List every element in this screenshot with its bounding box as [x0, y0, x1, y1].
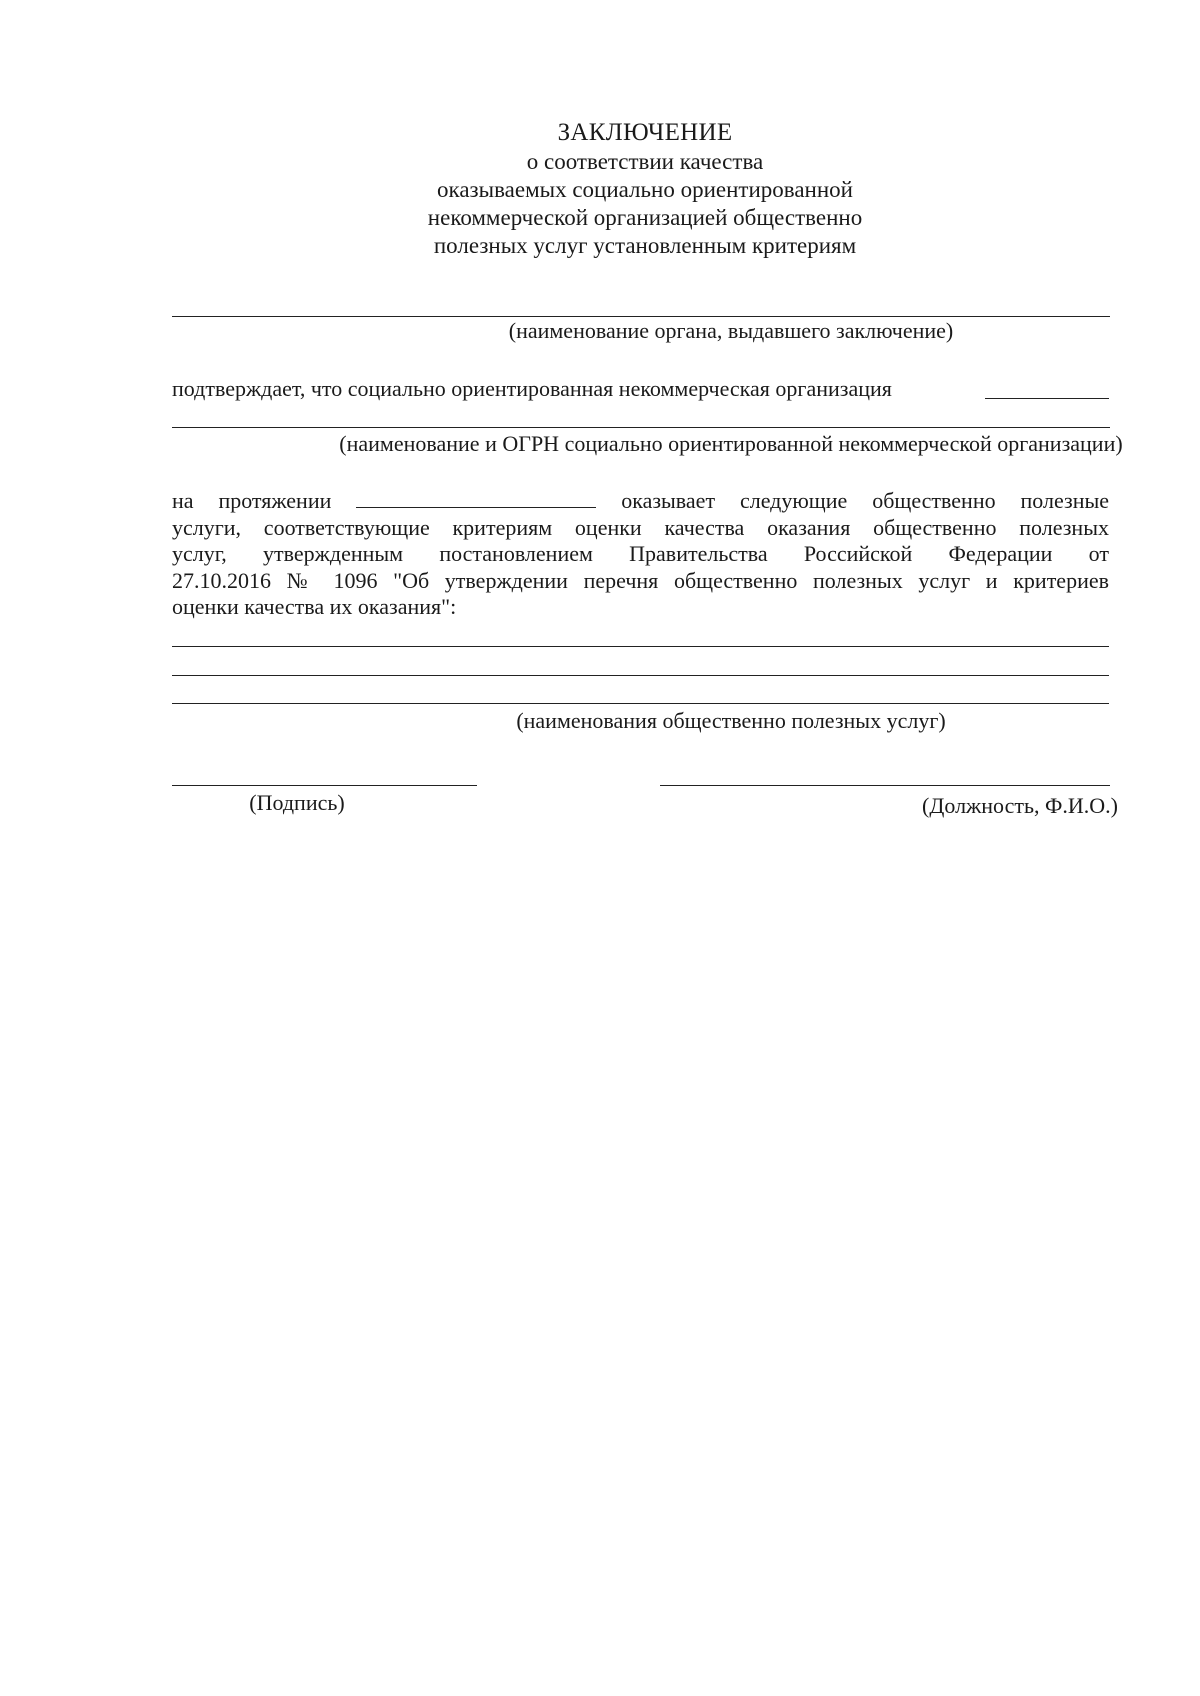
document-subtitle-line-3: некоммерческой организацией общественно	[427, 205, 863, 230]
period-label: на протяжении	[172, 488, 332, 513]
paragraph-line-3: услуг, утвержденным постановлением Правительства Российской Федерации от	[172, 541, 1109, 566]
paragraph-line-4: 27.10.2016 № 1096 "Об утверждении перечня общественно полезных услуг и критериев	[172, 567, 1109, 593]
paragraph-line-1	[172, 488, 1109, 515]
issuer-name-line[interactable]	[172, 316, 1110, 317]
document-subtitle-line-1: о соответствии качества	[526, 149, 764, 174]
document-header	[0, 118, 1200, 260]
services-paragraph	[172, 488, 1109, 621]
organization-inline-line[interactable]	[985, 398, 1109, 399]
position-name-line[interactable]	[660, 785, 1110, 786]
organization-name-caption: (наименование и ОГРН социально ориентированной некоммерческой организации)	[339, 431, 1123, 456]
issuer-name-caption: (наименование органа, выдавшего заключение)	[508, 318, 954, 343]
period-blank-field[interactable]	[356, 489, 596, 508]
services-list-caption: (наименования общественно полезных услуг)	[516, 708, 946, 733]
signature-caption: (Подпись)	[249, 790, 345, 815]
paragraph-line-2: услуги, соответствующие критериям оценки качества оказания общественно полезных	[172, 514, 1109, 540]
paragraph-line-5: оценки качества их оказания":	[172, 594, 457, 619]
position-name-caption: (Должность, Ф.И.О.)	[922, 793, 1118, 818]
document-subtitle-line-2: оказываемых социально ориентированной	[437, 177, 853, 202]
document-subtitle-line-4: полезных услуг установленным критериям	[433, 233, 857, 258]
document-title: ЗАКЛЮЧЕНИЕ	[557, 119, 733, 146]
confirmation-text: подтверждает, что социально ориентированная некоммерческая организация	[172, 376, 892, 401]
organization-name-line[interactable]	[172, 427, 1110, 428]
services-intro-text: оказывает следующие общественно полезные	[621, 488, 1109, 513]
services-list-line-1[interactable]	[172, 646, 1109, 647]
services-list-line-3[interactable]	[172, 703, 1109, 704]
signature-line[interactable]	[172, 785, 477, 786]
services-list-line-2[interactable]	[172, 675, 1109, 676]
